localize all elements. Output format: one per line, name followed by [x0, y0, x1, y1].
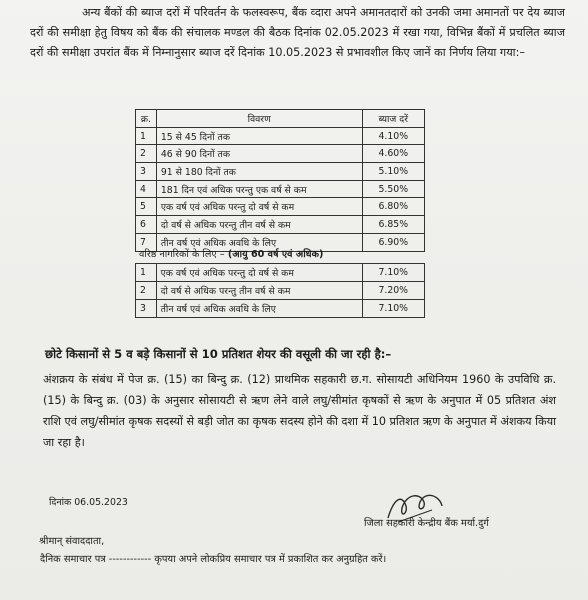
- table-row: [136, 180, 425, 198]
- newspaper-request: दैनिक समाचार पत्र ------------ कृपया अपने लोकप्रिय समाचार पत्र में प्रकाशित कर अनुग्रहित करें।: [40, 554, 387, 565]
- table-row: [136, 282, 425, 300]
- document-date: दिनांक 06.05.2023: [49, 497, 128, 508]
- header-serial: क्र.: [136, 110, 157, 128]
- table-row: [136, 127, 425, 145]
- header-description: विवरण: [156, 110, 362, 128]
- row-serial: 2: [136, 282, 157, 300]
- row-description: एक वर्ष एवं अधिक परन्तु दो वर्ष से कम: [156, 198, 362, 216]
- addressee: श्रीमान् संवाददाता,: [39, 536, 105, 547]
- row-description: तीन वर्ष एवं अधिक अवधि के लिए: [156, 300, 362, 318]
- intro-text: अन्य बैंकों की ब्याज दरों में परिवर्तन के फलस्वरूप, बैंक व्दारा अपने अमानतदारों को उनकी जमा अमानतों पर देय ब्याज दरों की समीक्षा हेतु विषय को बैंक की संचालक मण्डल की बैठक दिनांक 02.05.2023 में रखा गया, विभिन्न बैंकों में प्रचलित ब्याज दरों की समीक्षा उपरांत बैंक में निम्नानुसार ब्याज दरें दिनांक 10.05.2023 से प्रभावशील किए जानें का निर्णय लिया गया:–: [30, 6, 565, 59]
- table-row: [136, 163, 425, 181]
- share-heading: छोटे किसानों से 5 व बड़े किसानों से 10 प्रतिशत शेयर की वसूली की जा रही है:–: [45, 347, 392, 361]
- row-rate: 7.10%: [362, 300, 425, 318]
- row-rate: 7.10%: [362, 264, 425, 282]
- row-description: 15 से 45 दिनों तक: [156, 127, 362, 145]
- share-body: अंशक्रय के संबंध में पेज क्र. (15) का बिन्दु क्र. (12) प्राथमिक सहकारी छ.ग. सोसायटी अधिनियम 1960 के उपविधि क्र.(15) के बिन्दु क्र. (03) के अनुसार सोसायटी से ऋण लेने वाले लघु/सीमांत कृषकों से ऋण के अनुपात में 05 प्रतिशत अंश राशि एवं लघु/सीमांत कृषक सदस्यों से बड़ी जोत का कृषक सदस्य होने की दशा में 10 प्रतिशत ऋण के अनुपात में अंशकय किया जा रहा है।: [43, 373, 556, 449]
- row-serial: 3: [136, 300, 157, 318]
- table-header-row: [136, 110, 425, 128]
- row-serial: 3: [136, 163, 157, 181]
- row-rate: 6.80%: [362, 198, 424, 216]
- row-description: 181 दिन एवं अधिक परन्तु एक वर्ष से कम: [156, 180, 362, 198]
- intro-paragraph: [30, 3, 565, 63]
- row-rate: 6.90%: [362, 233, 424, 251]
- signatory-name: जिला सहकारी केन्द्रीय बैंक मर्या.दुर्ग: [364, 518, 489, 529]
- row-serial: 1: [136, 127, 157, 145]
- row-rate: 5.50%: [362, 180, 424, 198]
- row-serial: 6: [136, 216, 157, 234]
- row-description: 91 से 180 दिनों तक: [156, 163, 362, 181]
- table-row: [136, 216, 425, 234]
- header-rate: ब्याज दरें: [362, 110, 424, 128]
- row-serial: 5: [136, 198, 157, 216]
- deposit-rates-table: [135, 109, 425, 252]
- row-description: 46 से 90 दिनों तक: [156, 145, 362, 163]
- senior-rates-table: [135, 263, 425, 318]
- row-rate: 7.20%: [362, 282, 425, 300]
- row-serial: 7: [136, 233, 157, 251]
- row-rate: 4.10%: [362, 127, 424, 145]
- senior-age: (आयु 60 वर्ष एवं अधिक): [227, 249, 324, 260]
- row-rate: 4.60%: [362, 145, 424, 163]
- senior-citizens-title: [139, 247, 323, 260]
- table-row: [136, 145, 425, 163]
- row-serial: 1: [136, 264, 157, 282]
- row-description: एक वर्ष एवं अधिक परन्तु दो वर्ष से कम: [156, 264, 362, 282]
- row-description: तीन वर्ष एवं अधिक अवधि के लिए: [156, 233, 362, 251]
- table-row: [136, 198, 425, 216]
- table-row: [136, 264, 425, 282]
- row-rate: 6.85%: [362, 216, 424, 234]
- row-serial: 2: [136, 145, 157, 163]
- row-serial: 4: [136, 180, 157, 198]
- row-description: दो वर्ष से अधिक परन्तु तीन वर्ष से कम: [156, 216, 362, 234]
- row-description: दो वर्ष से अधिक परन्तु तीन वर्ष से कम: [156, 282, 362, 300]
- senior-label: वरिष्ठ नागरिकों के लिए –: [139, 249, 225, 260]
- table-row: [136, 300, 425, 318]
- row-rate: 5.10%: [362, 163, 424, 181]
